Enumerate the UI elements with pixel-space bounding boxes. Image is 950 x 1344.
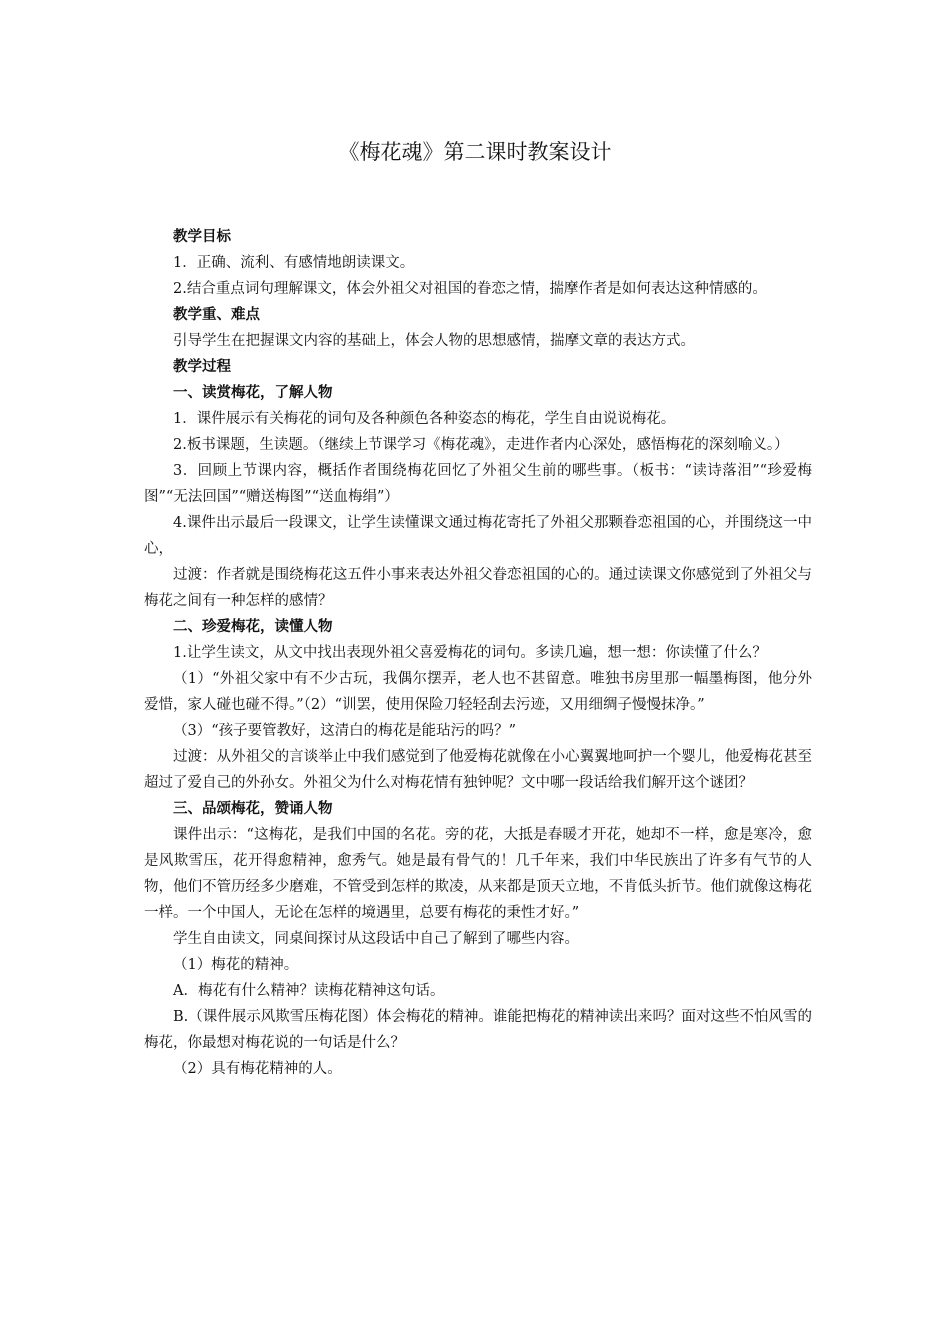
paragraph: 2.结合重点词句理解课文，体会外祖父对祖国的眷恋之情，揣摩作者是如何表达这种情感的。	[173, 281, 767, 297]
paragraph: （1）“外祖父家中有不少古玩，我偶尔摆弄，老人也不甚留意。唯独书房里那一幅墨梅图，他分外爱惜，家人碰也碰不得。”（2）“训罢，使用保险刀轻轻刮去污迹，又用细绸子慢慢抹净。”	[144, 671, 812, 713]
document-title: 《梅花魂》第二课时教案设计	[338, 140, 612, 164]
paragraph: 1．正确、流利、有感情地朗读课文。	[173, 255, 415, 271]
paragraph: 4.课件出示最后一段课文，让学生读懂课文通过梅花寄托了外祖父那颗眷恋祖国的心，并围绕这一中心，	[144, 515, 812, 557]
paragraph: B.（课件展示风欺雪压梅花图）体会梅花的精神。谁能把梅花的精神读出来吗？面对这些不怕风雪的梅花，你最想对梅花说的一句话是什么？	[144, 1009, 812, 1051]
paragraph: 过渡：从外祖父的言谈举止中我们感觉到了他爱梅花就像在小心翼翼地呵护一个婴儿，他爱梅花甚至超过了爱自己的外孙女。外祖父为什么对梅花情有独钟呢？文中哪一段话给我们解开这个谜团？	[144, 749, 812, 791]
paragraph: （3）“孩子要管教好，这清白的梅花是能玷污的吗？”	[173, 723, 517, 739]
heading: 教学重、难点	[173, 307, 260, 323]
document-body	[144, 224, 812, 1082]
section-heading: 一、读赏梅花，了解人物	[173, 385, 333, 401]
paragraph: 2.板书课题，生读题。（继续上节课学习《梅花魂》，走进作者内心深处，感悟梅花的深刻喻义。）	[173, 437, 789, 453]
paragraph: A．梅花有什么精神？读梅花精神这句话。	[173, 983, 445, 999]
paragraph: 过渡：作者就是围绕梅花这五件小事来表达外祖父眷恋祖国的心的。通过读课文你感觉到了外祖父与梅花之间有一种怎样的感情？	[144, 567, 812, 609]
paragraph: 3．回顾上节课内容，概括作者围绕梅花回忆了外祖父生前的哪些事。（板书：“读诗落泪”“珍爱梅图”“无法回国”“赠送梅图”“送血梅绢”）	[144, 463, 812, 505]
heading: 教学目标	[173, 229, 231, 245]
paragraph: 课件出示：“这梅花，是我们中国的名花。旁的花，大抵是春暖才开花，她却不一样，愈是寒冷，愈是风欺雪压，花开得愈精神，愈秀气。她是最有骨气的！几千年来，我们中华民族出了许多有气节的人物，他们不管历经多少磨难，不管受到怎样的欺凌，从来都是顶天立地，不肯低头折节。他们就像这梅花一样。一个中国人，无论在怎样的境遇里，总要有梅花的秉性才好。”	[144, 827, 812, 921]
paragraph: （1）梅花的精神。	[173, 957, 299, 973]
paragraph: 引导学生在把握课文内容的基础上，体会人物的思想感情，揣摩文章的表达方式。	[173, 333, 695, 349]
paragraph: （2）具有梅花精神的人。	[173, 1061, 342, 1077]
paragraph: 1．课件展示有关梅花的词句及各种颜色各种姿态的梅花，学生自由说说梅花。	[173, 411, 676, 427]
section-heading: 三、品颂梅花，赞诵人物	[173, 801, 333, 817]
section-heading: 二、珍爱梅花，读懂人物	[173, 619, 333, 635]
paragraph: 1.让学生读文，从文中找出表现外祖父喜爱梅花的词句。多读几遍，想一想：你读懂了什么？	[173, 645, 767, 661]
heading: 教学过程	[173, 359, 231, 375]
paragraph: 学生自由读文，同桌间探讨从这段话中自己了解到了哪些内容。	[173, 931, 579, 947]
